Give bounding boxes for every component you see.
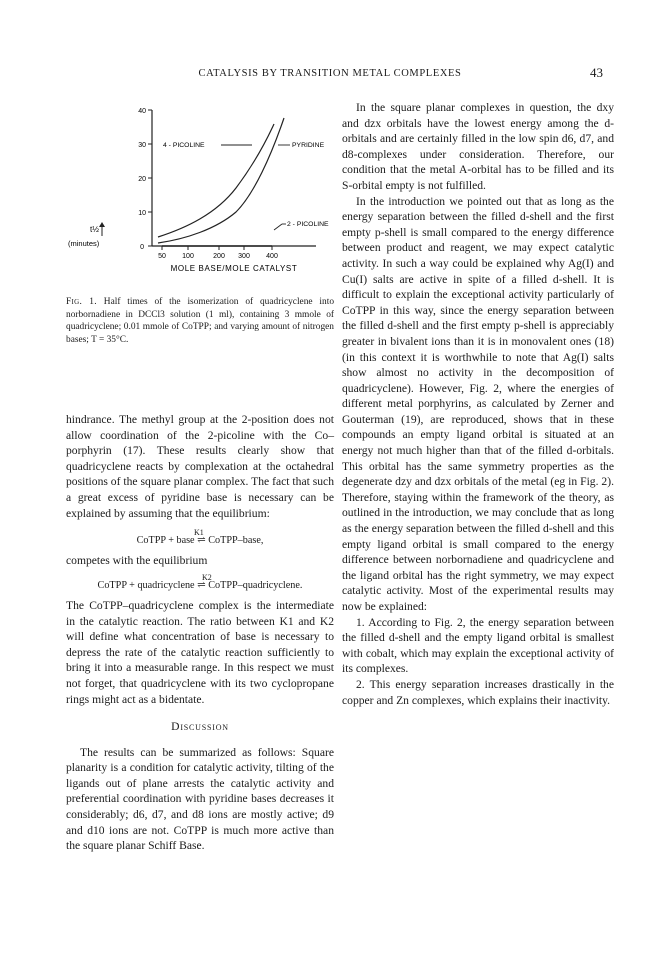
- curve-pyridine: [158, 118, 284, 243]
- equation-2: [66, 573, 334, 594]
- paragraph: In the introduction we pointed out that as long as the energy separation between the filled d-shell and the first empty p-shell is small compared to the energy difference between product and reagent, we may expect catalytic activity. In such a way could be explained why Ag(I) and Cu(I) salts are active in spite of a filled d-shell. It is difficult to explain the exceptional activity particularly of CoTPP in this way, since the energy separation between the filled d-shell and the first empty p-shell is appreciably greater in bivalent ions than it is in monovalent ones (18) (in this context it is worthwhile to note that Ag(I) salts show almost no activity in the decomposition of quadricyclene). However, Fig. 2, where the energies of different metal porphyrins, as calculated by Zerner and Gouterman (19), are reproduced, shows that in these compounds an empty ligand orbital is situated at an energy not much higher than that of the filled d-orbitals. This orbital has the same symmetry properties as the degenerate dzy and dzx orbitals of the metal (eg in Fig. 2). Therefore, staying within the framework of the theory, as outlined in the introduction, we may conclude that as long as the energy separation between the filled d-shell and this empty ligand orbital is small compared to the energy difference between norbornadiene and quadricyclene and the ligand orbital has the right symmetry, we may expect catalytic activity. Most of the experimental results may now be explained:: [342, 194, 614, 613]
- caption-label: Fig. 1.: [66, 297, 97, 307]
- list-item: 1. According to Fig. 2, the energy separation between the filled d-shell and the empty ligand orbital is smallest with cobalt, which may explain the exceptional activity of its complexes.: [342, 615, 614, 676]
- equation-text: CoTPP + quadricyclene ⇌ CoTPP–quadricyclene.: [97, 580, 303, 592]
- x-tick-label: 50: [158, 253, 166, 260]
- label-4-picoline: 4 - PICOLINE: [163, 142, 205, 149]
- equation-1: [66, 528, 334, 549]
- page-number: 43: [590, 65, 603, 80]
- label-pyridine: PYRIDINE: [292, 142, 325, 149]
- paragraph: The CoTPP–quadricyclene complex is the intermediate in the catalytic reaction. The ratio between K1 and K2 will define what concentration of base is necessary to depress the rate of the catalytic reaction sufficiently to bring it into a measurable range. In this respect we must not forget, that quadricyclene with its two cyclopropane rings might act as a bidentate.: [66, 598, 334, 706]
- curve-4-picoline: [158, 124, 274, 237]
- list-item: 2. This energy separation increases drastically in the copper and Zn complexes, which explains their inactivity.: [342, 677, 614, 707]
- x-tick-label: 200: [213, 253, 225, 260]
- section-heading: Discussion: [171, 720, 229, 734]
- y-tick-label: 30: [138, 142, 146, 149]
- label-2-picoline: 2 - PICOLINE: [287, 221, 329, 228]
- x-tick-label: 400: [266, 253, 278, 260]
- equation-constant: K2: [202, 573, 212, 583]
- figure-caption: [66, 296, 334, 346]
- y-axis-label-unit: (minutes): [68, 239, 100, 248]
- running-head: CATALYSIS BY TRANSITION METAL COMPLEXES: [198, 68, 462, 79]
- x-axis-label: MOLE BASE/MOLE CATALYST: [170, 264, 298, 273]
- y-tick-label: 20: [138, 176, 146, 183]
- caption-text: Half times of the isomerization of quadricyclene into norbornadiene in DCCl3 solution (1 ml), containing 3 mmole of quadricyclene; 0.01 mmole of CoTPP; and varying amount of nitrogen bases; T = 35°C.: [66, 297, 335, 345]
- paragraph: competes with the equilibrium: [66, 553, 208, 567]
- paragraph: hindrance. The methyl group at the 2-position does not allow coordination of the 2-picoline with the Co–porphyrin (17). These results clearly show that quadricyclene reacts by complexation at the octahedral positions of the square planar complex. The fact that such a great excess of pyridine base is necessary can be explained by assuming that the equilibrium:: [66, 413, 334, 520]
- y-axis-label-symbol: t½: [90, 225, 99, 234]
- y-tick-label: 0: [140, 244, 144, 251]
- equation-constant: K1: [194, 528, 204, 538]
- equation-text: CoTPP + base ⇌ CoTPP–base,: [136, 535, 264, 547]
- y-tick-label: 10: [138, 210, 146, 217]
- x-tick-label: 300: [238, 253, 250, 260]
- right-column: [342, 100, 614, 708]
- x-tick-label: 100: [182, 253, 194, 260]
- paragraph: In the square planar complexes in question, the dxy and dzx orbitals have the lowest energy among the d-orbitals and are certainly filled in the low spin d6, d7, and d8-complexes under consideration. Therefore, our condition that the metal A-orbital has to be filled and its S-orbital empty is not fulfilled.: [342, 101, 614, 192]
- paragraph: The results can be summarized as follows: Square planarity is a condition for catalytic activity, tilting of the ligands out of plane arrests the catalytic activity and preferential coordination with pyridine bases decreases it considerably; d6, d7, and d8 ions are mostly active; d9 and d10 ions are not. CoTPP is much more active than the square planar Schiff Base.: [66, 745, 334, 853]
- y-tick-label: 40: [138, 108, 146, 115]
- figure-1-plot: [66, 96, 346, 276]
- left-column: [66, 412, 334, 854]
